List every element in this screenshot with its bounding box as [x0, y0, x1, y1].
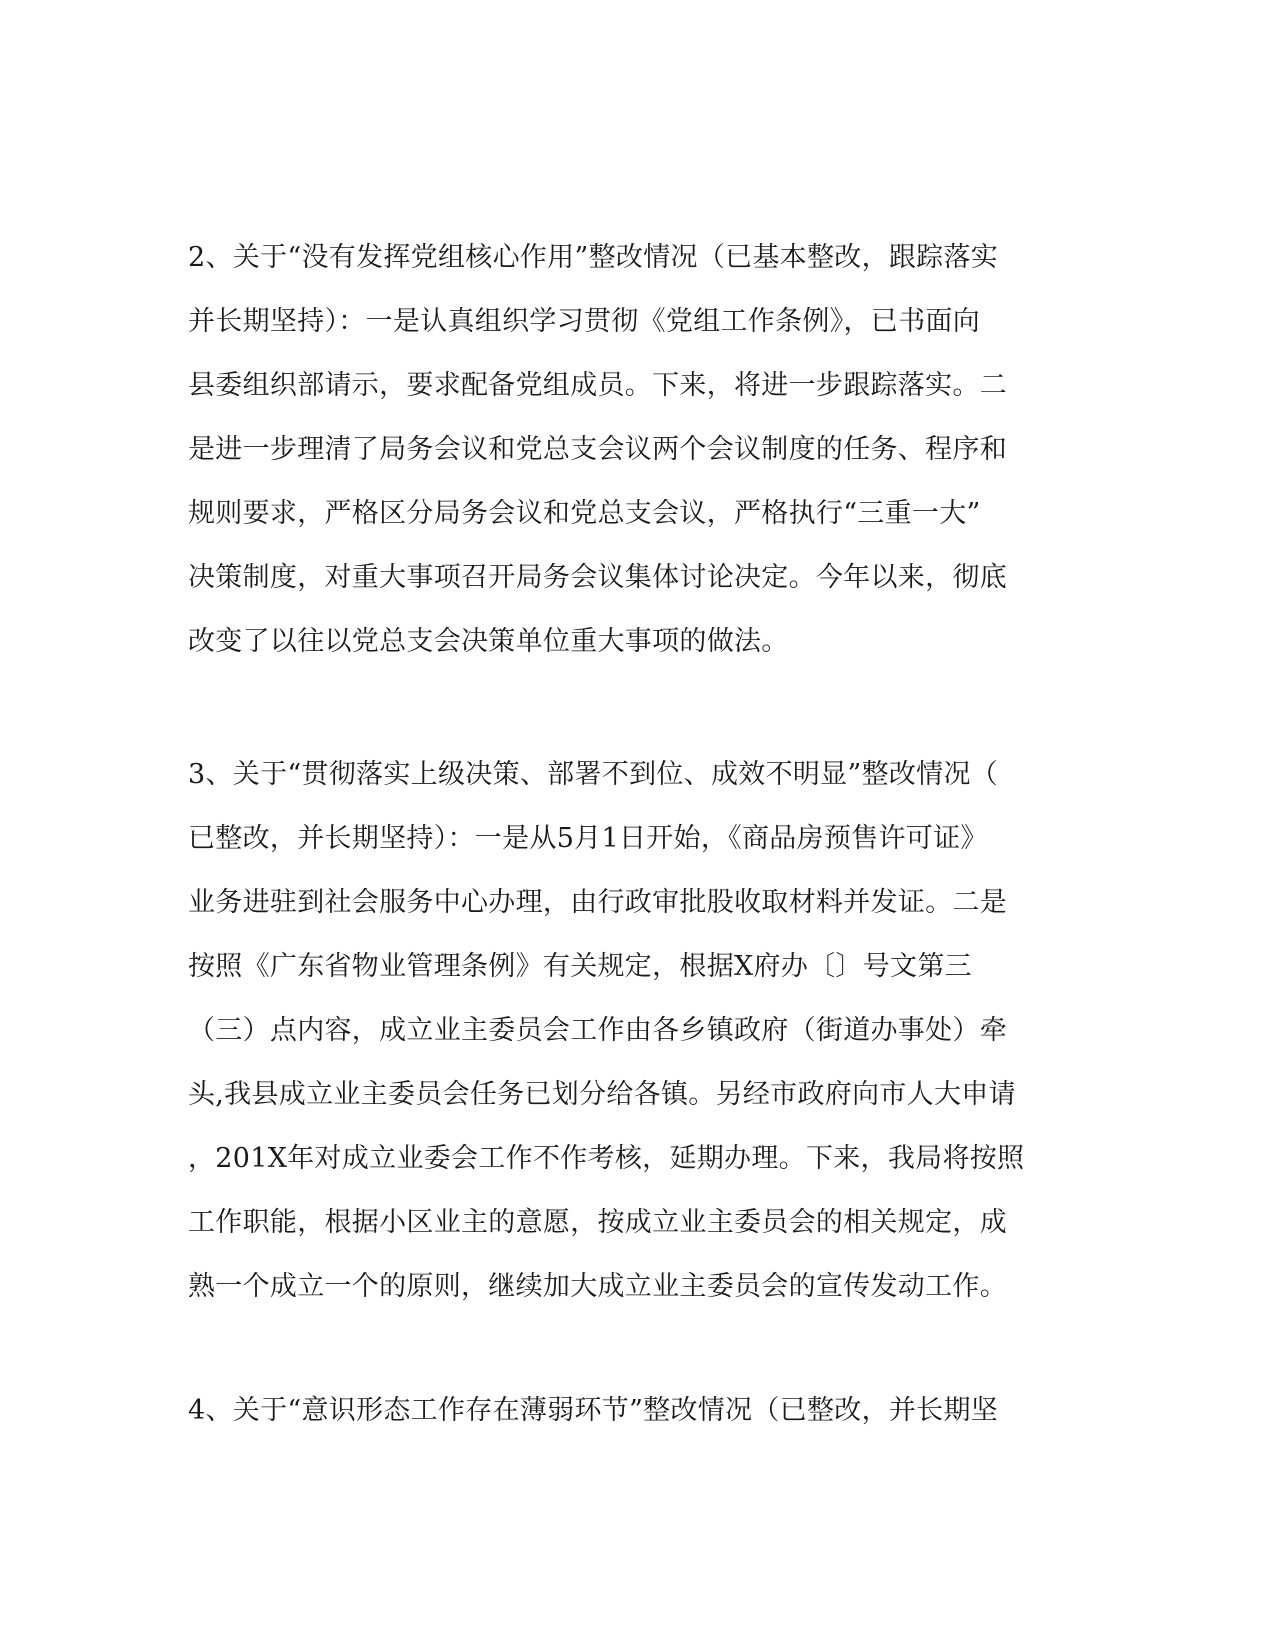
paragraph-line: 熟一个成立一个的原则，继续加大成立业主委员会的宣传发动工作。: [188, 1271, 1007, 1302]
paragraph-line: 并长期坚持）：一是认真组织学习贯彻《党组工作条例》，已书面向: [188, 306, 980, 337]
paragraph-item-4: [188, 1379, 1088, 1443]
paragraph-line: 是进一步理清了局务会议和党总支会议两个会议制度的任务、程序和: [188, 434, 1007, 465]
paragraph-line: 工作职能，根据小区业主的意愿，按成立业主委员会的相关规定，成: [188, 1207, 1007, 1238]
paragraph-line: 县委组织部请示，要求配备党组成员。下来，将进一步跟踪落实。二: [188, 370, 1007, 401]
paragraph-line: ，201X年对成立业委会工作不作考核，延期办理。下来，我局将按照: [188, 1143, 1025, 1174]
paragraph-line: 头,我县成立业主委员会任务已划分给各镇。另经市政府向市人大申请: [188, 1079, 1016, 1110]
paragraph-line: 改变了以往以党总支会决策单位重大事项的做法。: [188, 626, 789, 657]
paragraph-line: 3、关于“贯彻落实上级决策、部署不到位、成效不明显”整改情况（: [188, 759, 999, 790]
paragraph-line: 规则要求，严格区分局务会议和党总支会议，严格执行“三重一大”: [188, 498, 981, 529]
paragraph-item-3: [188, 743, 1088, 1319]
paragraph-item-2: [188, 226, 1088, 674]
paragraph-line: （三）点内容，成立业主委员会工作由各乡镇政府（街道办事处）牵: [188, 1015, 1007, 1046]
paragraph-line: 2、关于“没有发挥党组核心作用”整改情况（已基本整改，跟踪落实: [188, 242, 999, 273]
paragraph-line: 按照《广东省物业管理条例》有关规定，根据X府办〔〕号文第三: [188, 951, 972, 982]
paragraph-line: 4、关于“意识形态工作存在薄弱环节”整改情况（已整改，并长期坚: [188, 1395, 999, 1426]
paragraph-line: 决策制度，对重大事项召开局务会议集体讨论决定。今年以来，彻底: [188, 562, 1007, 593]
paragraph-line: 已整改，并长期坚持）：一是从5月1日开始，《商品房预售许可证》: [188, 823, 988, 854]
paragraph-line: 业务进驻到社会服务中心办理，由行政审批股收取材料并发证。二是: [188, 887, 1007, 918]
